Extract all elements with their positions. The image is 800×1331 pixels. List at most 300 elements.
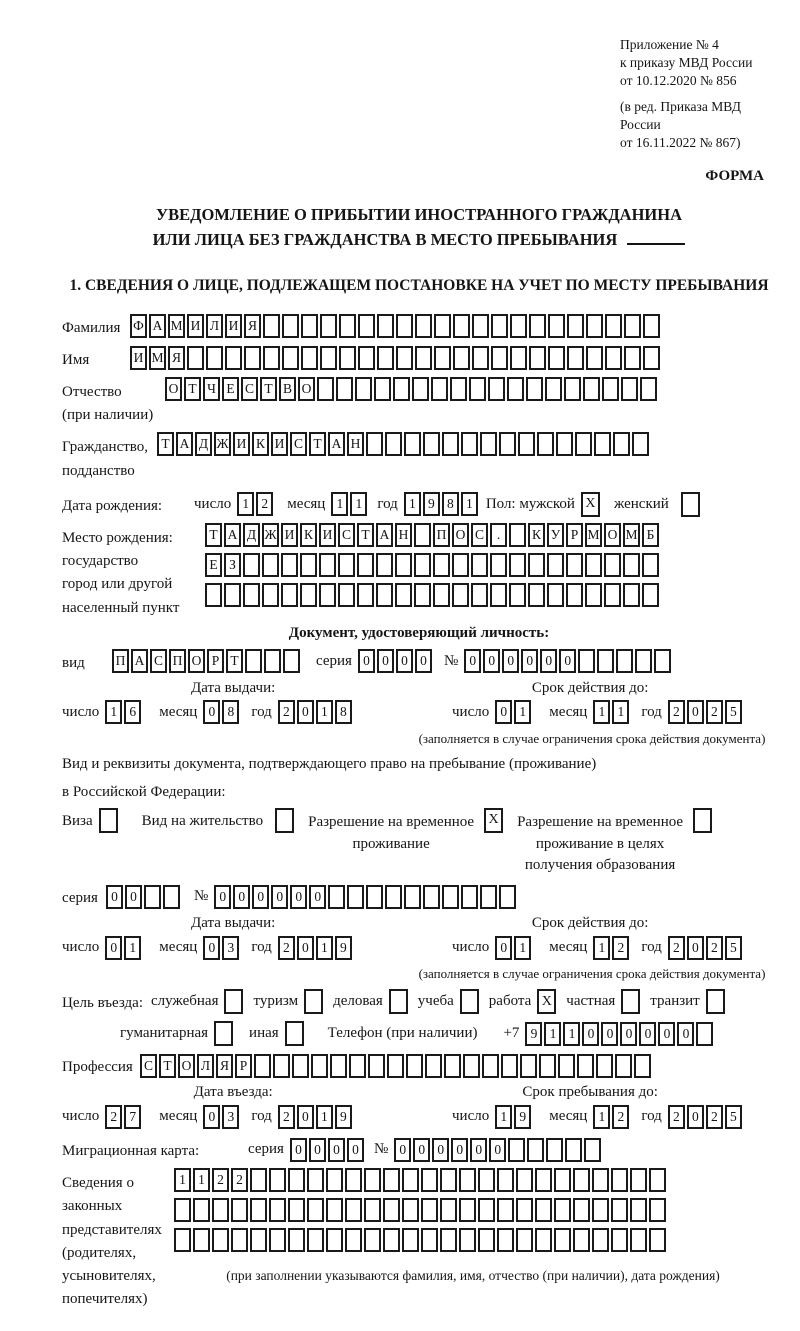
char-cell[interactable]: 0 bbox=[396, 649, 413, 673]
char-cell[interactable] bbox=[440, 1198, 457, 1222]
char-cell[interactable] bbox=[345, 1198, 362, 1222]
char-cell[interactable]: 0 bbox=[620, 1022, 637, 1046]
char-cell[interactable]: 0 bbox=[203, 936, 220, 960]
char-cell[interactable] bbox=[488, 377, 505, 401]
char-cell[interactable]: 0 bbox=[495, 936, 512, 960]
char-cell[interactable] bbox=[442, 885, 459, 909]
char-cell[interactable] bbox=[528, 553, 545, 577]
char-cell[interactable] bbox=[632, 432, 649, 456]
char-cell[interactable] bbox=[469, 377, 486, 401]
char-cell[interactable] bbox=[273, 1054, 290, 1078]
char-cell[interactable] bbox=[444, 1054, 461, 1078]
char-cell[interactable]: 2 bbox=[668, 700, 685, 724]
char-cell[interactable]: 0 bbox=[297, 700, 314, 724]
char-cell[interactable] bbox=[480, 885, 497, 909]
char-cell[interactable] bbox=[174, 1198, 191, 1222]
char-cell[interactable] bbox=[491, 314, 508, 338]
char-cell[interactable]: 0 bbox=[687, 1105, 704, 1129]
checkbox-residence-permit[interactable] bbox=[275, 808, 294, 833]
char-cell[interactable] bbox=[459, 1228, 476, 1252]
char-cell[interactable] bbox=[611, 1168, 628, 1192]
char-cell[interactable]: 0 bbox=[252, 885, 269, 909]
char-cell[interactable] bbox=[520, 1054, 537, 1078]
char-cell[interactable]: 0 bbox=[687, 700, 704, 724]
char-cell[interactable]: 8 bbox=[222, 700, 239, 724]
checkbox-temp-residence[interactable]: X bbox=[484, 808, 503, 833]
char-cell[interactable]: Я bbox=[244, 314, 261, 338]
char-cell[interactable]: Т bbox=[357, 523, 374, 547]
char-cell[interactable] bbox=[338, 553, 355, 577]
char-cell[interactable] bbox=[364, 1168, 381, 1192]
char-cell[interactable]: 0 bbox=[377, 649, 394, 673]
char-cell[interactable] bbox=[339, 314, 356, 338]
char-cell[interactable] bbox=[621, 377, 638, 401]
char-cell[interactable] bbox=[288, 1168, 305, 1192]
char-cell[interactable] bbox=[548, 314, 565, 338]
char-cell[interactable]: 1 bbox=[612, 700, 629, 724]
char-cell[interactable] bbox=[269, 1168, 286, 1192]
char-cell[interactable] bbox=[307, 1198, 324, 1222]
char-cell[interactable]: Я bbox=[168, 346, 185, 370]
char-cell[interactable] bbox=[573, 1198, 590, 1222]
char-cell[interactable] bbox=[282, 314, 299, 338]
char-cell[interactable]: С bbox=[471, 523, 488, 547]
char-cell[interactable] bbox=[269, 1228, 286, 1252]
char-cell[interactable] bbox=[613, 432, 630, 456]
char-cell[interactable] bbox=[250, 1198, 267, 1222]
char-cell[interactable]: С bbox=[290, 432, 307, 456]
char-cell[interactable] bbox=[440, 1168, 457, 1192]
char-cell[interactable] bbox=[459, 1168, 476, 1192]
char-cell[interactable]: Т bbox=[157, 432, 174, 456]
char-cell[interactable] bbox=[634, 1054, 651, 1078]
char-cell[interactable] bbox=[307, 1168, 324, 1192]
char-cell[interactable] bbox=[516, 1198, 533, 1222]
char-cell[interactable]: 6 bbox=[124, 700, 141, 724]
char-cell[interactable]: О bbox=[188, 649, 205, 673]
char-cell[interactable] bbox=[174, 1228, 191, 1252]
char-cell[interactable] bbox=[163, 885, 180, 909]
char-cell[interactable]: В bbox=[279, 377, 296, 401]
char-cell[interactable] bbox=[421, 1198, 438, 1222]
char-cell[interactable] bbox=[358, 346, 375, 370]
char-cell[interactable] bbox=[592, 1228, 609, 1252]
char-cell[interactable] bbox=[630, 1168, 647, 1192]
char-cell[interactable]: 2 bbox=[706, 1105, 723, 1129]
char-cell[interactable] bbox=[414, 583, 431, 607]
char-cell[interactable] bbox=[518, 432, 535, 456]
char-cell[interactable] bbox=[250, 1168, 267, 1192]
char-cell[interactable]: Н bbox=[395, 523, 412, 547]
char-cell[interactable]: Е bbox=[222, 377, 239, 401]
char-cell[interactable] bbox=[497, 1228, 514, 1252]
char-cell[interactable]: И bbox=[225, 314, 242, 338]
char-cell[interactable] bbox=[245, 649, 262, 673]
char-cell[interactable]: 0 bbox=[106, 885, 123, 909]
char-cell[interactable]: 0 bbox=[687, 936, 704, 960]
char-cell[interactable] bbox=[583, 377, 600, 401]
char-cell[interactable] bbox=[300, 583, 317, 607]
char-cell[interactable] bbox=[231, 1228, 248, 1252]
char-cell[interactable] bbox=[396, 346, 413, 370]
char-cell[interactable] bbox=[212, 1228, 229, 1252]
char-cell[interactable] bbox=[377, 346, 394, 370]
char-cell[interactable] bbox=[510, 346, 527, 370]
char-cell[interactable]: М bbox=[149, 346, 166, 370]
char-cell[interactable] bbox=[499, 432, 516, 456]
char-cell[interactable] bbox=[225, 346, 242, 370]
checkbox-purpose-transit[interactable] bbox=[706, 989, 725, 1014]
char-cell[interactable] bbox=[605, 314, 622, 338]
char-cell[interactable] bbox=[385, 885, 402, 909]
char-cell[interactable] bbox=[244, 346, 261, 370]
char-cell[interactable] bbox=[387, 1054, 404, 1078]
char-cell[interactable] bbox=[623, 553, 640, 577]
char-cell[interactable]: 1 bbox=[331, 492, 348, 516]
char-cell[interactable] bbox=[649, 1168, 666, 1192]
char-cell[interactable]: М bbox=[585, 523, 602, 547]
checkbox-sex-female[interactable] bbox=[681, 492, 700, 517]
char-cell[interactable]: 8 bbox=[442, 492, 459, 516]
char-cell[interactable]: 2 bbox=[706, 700, 723, 724]
char-cell[interactable] bbox=[478, 1168, 495, 1192]
char-cell[interactable] bbox=[545, 377, 562, 401]
char-cell[interactable] bbox=[578, 649, 595, 673]
char-cell[interactable]: 2 bbox=[612, 936, 629, 960]
char-cell[interactable] bbox=[556, 432, 573, 456]
char-cell[interactable] bbox=[395, 583, 412, 607]
char-cell[interactable]: . bbox=[490, 523, 507, 547]
char-cell[interactable] bbox=[624, 346, 641, 370]
char-cell[interactable]: 0 bbox=[582, 1022, 599, 1046]
char-cell[interactable]: 0 bbox=[105, 936, 122, 960]
char-cell[interactable]: 0 bbox=[309, 1138, 326, 1162]
char-cell[interactable]: П bbox=[112, 649, 129, 673]
char-cell[interactable]: Т bbox=[226, 649, 243, 673]
char-cell[interactable] bbox=[537, 432, 554, 456]
char-cell[interactable] bbox=[421, 1228, 438, 1252]
char-cell[interactable]: А bbox=[328, 432, 345, 456]
char-cell[interactable] bbox=[338, 583, 355, 607]
char-cell[interactable] bbox=[434, 346, 451, 370]
char-cell[interactable]: П bbox=[169, 649, 186, 673]
char-cell[interactable]: И bbox=[233, 432, 250, 456]
char-cell[interactable]: И bbox=[130, 346, 147, 370]
char-cell[interactable] bbox=[243, 553, 260, 577]
char-cell[interactable]: Б bbox=[642, 523, 659, 547]
char-cell[interactable] bbox=[326, 1228, 343, 1252]
char-cell[interactable] bbox=[319, 583, 336, 607]
char-cell[interactable]: 5 bbox=[725, 936, 742, 960]
char-cell[interactable] bbox=[262, 553, 279, 577]
char-cell[interactable] bbox=[472, 314, 489, 338]
char-cell[interactable] bbox=[383, 1168, 400, 1192]
char-cell[interactable] bbox=[509, 523, 526, 547]
checkbox-purpose-study[interactable] bbox=[460, 989, 479, 1014]
char-cell[interactable]: 1 bbox=[593, 700, 610, 724]
char-cell[interactable] bbox=[453, 346, 470, 370]
char-cell[interactable]: 0 bbox=[203, 700, 220, 724]
char-cell[interactable] bbox=[440, 1228, 457, 1252]
char-cell[interactable]: 0 bbox=[125, 885, 142, 909]
char-cell[interactable]: О bbox=[452, 523, 469, 547]
char-cell[interactable] bbox=[288, 1228, 305, 1252]
char-cell[interactable]: И bbox=[281, 523, 298, 547]
char-cell[interactable] bbox=[307, 1228, 324, 1252]
char-cell[interactable] bbox=[566, 553, 583, 577]
char-cell[interactable] bbox=[328, 885, 345, 909]
char-cell[interactable] bbox=[231, 1198, 248, 1222]
char-cell[interactable] bbox=[383, 1228, 400, 1252]
char-cell[interactable]: 0 bbox=[347, 1138, 364, 1162]
char-cell[interactable]: А bbox=[176, 432, 193, 456]
char-cell[interactable] bbox=[471, 583, 488, 607]
char-cell[interactable]: И bbox=[271, 432, 288, 456]
char-cell[interactable] bbox=[472, 346, 489, 370]
char-cell[interactable]: И bbox=[187, 314, 204, 338]
char-cell[interactable]: 7 bbox=[124, 1105, 141, 1129]
char-cell[interactable]: Е bbox=[205, 553, 222, 577]
char-cell[interactable] bbox=[642, 583, 659, 607]
char-cell[interactable] bbox=[490, 583, 507, 607]
char-cell[interactable]: 0 bbox=[203, 1105, 220, 1129]
char-cell[interactable] bbox=[529, 314, 546, 338]
char-cell[interactable] bbox=[461, 885, 478, 909]
char-cell[interactable]: 0 bbox=[658, 1022, 675, 1046]
char-cell[interactable] bbox=[366, 432, 383, 456]
char-cell[interactable] bbox=[453, 314, 470, 338]
char-cell[interactable] bbox=[548, 346, 565, 370]
char-cell[interactable]: 0 bbox=[483, 649, 500, 673]
char-cell[interactable]: 1 bbox=[495, 1105, 512, 1129]
char-cell[interactable] bbox=[423, 885, 440, 909]
char-cell[interactable]: 0 bbox=[297, 1105, 314, 1129]
char-cell[interactable] bbox=[594, 432, 611, 456]
char-cell[interactable]: Р bbox=[566, 523, 583, 547]
char-cell[interactable] bbox=[415, 314, 432, 338]
char-cell[interactable] bbox=[288, 1198, 305, 1222]
char-cell[interactable]: 0 bbox=[470, 1138, 487, 1162]
char-cell[interactable] bbox=[584, 1138, 601, 1162]
char-cell[interactable]: 1 bbox=[514, 700, 531, 724]
char-cell[interactable] bbox=[577, 1054, 594, 1078]
char-cell[interactable]: 9 bbox=[335, 1105, 352, 1129]
char-cell[interactable]: К bbox=[528, 523, 545, 547]
char-cell[interactable] bbox=[490, 553, 507, 577]
char-cell[interactable]: 1 bbox=[563, 1022, 580, 1046]
char-cell[interactable]: 1 bbox=[316, 936, 333, 960]
char-cell[interactable] bbox=[535, 1168, 552, 1192]
char-cell[interactable] bbox=[642, 553, 659, 577]
char-cell[interactable] bbox=[575, 432, 592, 456]
char-cell[interactable]: Н bbox=[347, 432, 364, 456]
char-cell[interactable] bbox=[263, 314, 280, 338]
char-cell[interactable] bbox=[269, 1198, 286, 1222]
char-cell[interactable] bbox=[649, 1228, 666, 1252]
char-cell[interactable] bbox=[510, 314, 527, 338]
char-cell[interactable] bbox=[611, 1228, 628, 1252]
char-cell[interactable]: Ф bbox=[130, 314, 147, 338]
char-cell[interactable] bbox=[364, 1228, 381, 1252]
char-cell[interactable] bbox=[478, 1228, 495, 1252]
char-cell[interactable]: 0 bbox=[502, 649, 519, 673]
char-cell[interactable] bbox=[414, 523, 431, 547]
char-cell[interactable] bbox=[573, 1168, 590, 1192]
char-cell[interactable] bbox=[263, 346, 280, 370]
char-cell[interactable] bbox=[509, 553, 526, 577]
checkbox-purpose-work[interactable]: X bbox=[537, 989, 556, 1014]
char-cell[interactable] bbox=[597, 649, 614, 673]
char-cell[interactable] bbox=[347, 885, 364, 909]
char-cell[interactable]: 0 bbox=[413, 1138, 430, 1162]
char-cell[interactable]: А bbox=[224, 523, 241, 547]
char-cell[interactable] bbox=[358, 314, 375, 338]
char-cell[interactable]: 1 bbox=[404, 492, 421, 516]
char-cell[interactable]: Я bbox=[216, 1054, 233, 1078]
char-cell[interactable] bbox=[243, 583, 260, 607]
char-cell[interactable]: М bbox=[623, 523, 640, 547]
char-cell[interactable] bbox=[586, 314, 603, 338]
char-cell[interactable] bbox=[205, 583, 222, 607]
char-cell[interactable] bbox=[605, 346, 622, 370]
char-cell[interactable]: Т bbox=[184, 377, 201, 401]
char-cell[interactable]: 9 bbox=[423, 492, 440, 516]
char-cell[interactable] bbox=[292, 1054, 309, 1078]
char-cell[interactable] bbox=[345, 1168, 362, 1192]
char-cell[interactable]: О bbox=[604, 523, 621, 547]
char-cell[interactable]: Д bbox=[195, 432, 212, 456]
char-cell[interactable]: 1 bbox=[316, 700, 333, 724]
char-cell[interactable]: 2 bbox=[668, 1105, 685, 1129]
char-cell[interactable] bbox=[404, 885, 421, 909]
char-cell[interactable] bbox=[402, 1168, 419, 1192]
char-cell[interactable]: 1 bbox=[514, 936, 531, 960]
char-cell[interactable]: С bbox=[140, 1054, 157, 1078]
char-cell[interactable] bbox=[482, 1054, 499, 1078]
char-cell[interactable] bbox=[434, 314, 451, 338]
char-cell[interactable]: 0 bbox=[489, 1138, 506, 1162]
char-cell[interactable] bbox=[516, 1168, 533, 1192]
char-cell[interactable] bbox=[567, 314, 584, 338]
char-cell[interactable] bbox=[406, 1054, 423, 1078]
char-cell[interactable] bbox=[452, 553, 469, 577]
checkbox-purpose-business[interactable] bbox=[389, 989, 408, 1014]
char-cell[interactable] bbox=[643, 346, 660, 370]
char-cell[interactable] bbox=[585, 553, 602, 577]
char-cell[interactable]: 2 bbox=[278, 700, 295, 724]
char-cell[interactable] bbox=[615, 1054, 632, 1078]
char-cell[interactable] bbox=[554, 1198, 571, 1222]
char-cell[interactable] bbox=[144, 885, 161, 909]
char-cell[interactable]: 0 bbox=[677, 1022, 694, 1046]
char-cell[interactable]: 0 bbox=[495, 700, 512, 724]
char-cell[interactable]: Т bbox=[159, 1054, 176, 1078]
char-cell[interactable] bbox=[282, 346, 299, 370]
char-cell[interactable]: 1 bbox=[193, 1168, 210, 1192]
char-cell[interactable]: 0 bbox=[432, 1138, 449, 1162]
char-cell[interactable] bbox=[604, 553, 621, 577]
char-cell[interactable] bbox=[357, 583, 374, 607]
char-cell[interactable] bbox=[357, 553, 374, 577]
char-cell[interactable]: 1 bbox=[461, 492, 478, 516]
char-cell[interactable]: А bbox=[131, 649, 148, 673]
char-cell[interactable]: Т bbox=[205, 523, 222, 547]
char-cell[interactable]: 9 bbox=[514, 1105, 531, 1129]
char-cell[interactable] bbox=[546, 1138, 563, 1162]
char-cell[interactable] bbox=[187, 346, 204, 370]
char-cell[interactable] bbox=[404, 432, 421, 456]
char-cell[interactable] bbox=[539, 1054, 556, 1078]
char-cell[interactable]: 3 bbox=[222, 1105, 239, 1129]
char-cell[interactable] bbox=[336, 377, 353, 401]
char-cell[interactable] bbox=[567, 346, 584, 370]
char-cell[interactable]: 2 bbox=[231, 1168, 248, 1192]
char-cell[interactable]: А bbox=[376, 523, 393, 547]
char-cell[interactable] bbox=[319, 553, 336, 577]
char-cell[interactable] bbox=[385, 432, 402, 456]
char-cell[interactable]: 2 bbox=[212, 1168, 229, 1192]
char-cell[interactable] bbox=[501, 1054, 518, 1078]
char-cell[interactable] bbox=[423, 432, 440, 456]
char-cell[interactable]: К bbox=[300, 523, 317, 547]
checkbox-sex-male[interactable]: X bbox=[581, 492, 600, 517]
char-cell[interactable] bbox=[459, 1198, 476, 1222]
char-cell[interactable] bbox=[516, 1228, 533, 1252]
char-cell[interactable] bbox=[355, 377, 372, 401]
char-cell[interactable] bbox=[554, 1228, 571, 1252]
char-cell[interactable] bbox=[421, 1168, 438, 1192]
char-cell[interactable] bbox=[395, 553, 412, 577]
char-cell[interactable] bbox=[635, 649, 652, 673]
char-cell[interactable] bbox=[320, 314, 337, 338]
char-cell[interactable]: 0 bbox=[290, 1138, 307, 1162]
char-cell[interactable] bbox=[565, 1138, 582, 1162]
char-cell[interactable] bbox=[566, 583, 583, 607]
char-cell[interactable] bbox=[602, 377, 619, 401]
char-cell[interactable] bbox=[649, 1198, 666, 1222]
char-cell[interactable] bbox=[415, 346, 432, 370]
char-cell[interactable] bbox=[281, 553, 298, 577]
char-cell[interactable] bbox=[497, 1198, 514, 1222]
char-cell[interactable]: 0 bbox=[451, 1138, 468, 1162]
char-cell[interactable] bbox=[640, 377, 657, 401]
char-cell[interactable]: 0 bbox=[214, 885, 231, 909]
char-cell[interactable] bbox=[696, 1022, 713, 1046]
char-cell[interactable] bbox=[630, 1228, 647, 1252]
char-cell[interactable] bbox=[364, 1198, 381, 1222]
char-cell[interactable]: П bbox=[433, 523, 450, 547]
char-cell[interactable]: С bbox=[150, 649, 167, 673]
char-cell[interactable] bbox=[349, 1054, 366, 1078]
char-cell[interactable]: С bbox=[338, 523, 355, 547]
char-cell[interactable]: 0 bbox=[601, 1022, 618, 1046]
char-cell[interactable] bbox=[311, 1054, 328, 1078]
char-cell[interactable] bbox=[433, 553, 450, 577]
char-cell[interactable]: 2 bbox=[256, 492, 273, 516]
char-cell[interactable]: 0 bbox=[559, 649, 576, 673]
char-cell[interactable] bbox=[283, 649, 300, 673]
char-cell[interactable]: 9 bbox=[335, 936, 352, 960]
char-cell[interactable]: 1 bbox=[105, 700, 122, 724]
char-cell[interactable]: Р bbox=[207, 649, 224, 673]
char-cell[interactable] bbox=[212, 1198, 229, 1222]
char-cell[interactable] bbox=[630, 1198, 647, 1222]
char-cell[interactable]: Ж bbox=[214, 432, 231, 456]
char-cell[interactable]: 2 bbox=[278, 936, 295, 960]
char-cell[interactable] bbox=[300, 553, 317, 577]
char-cell[interactable]: 8 bbox=[335, 700, 352, 724]
char-cell[interactable] bbox=[206, 346, 223, 370]
